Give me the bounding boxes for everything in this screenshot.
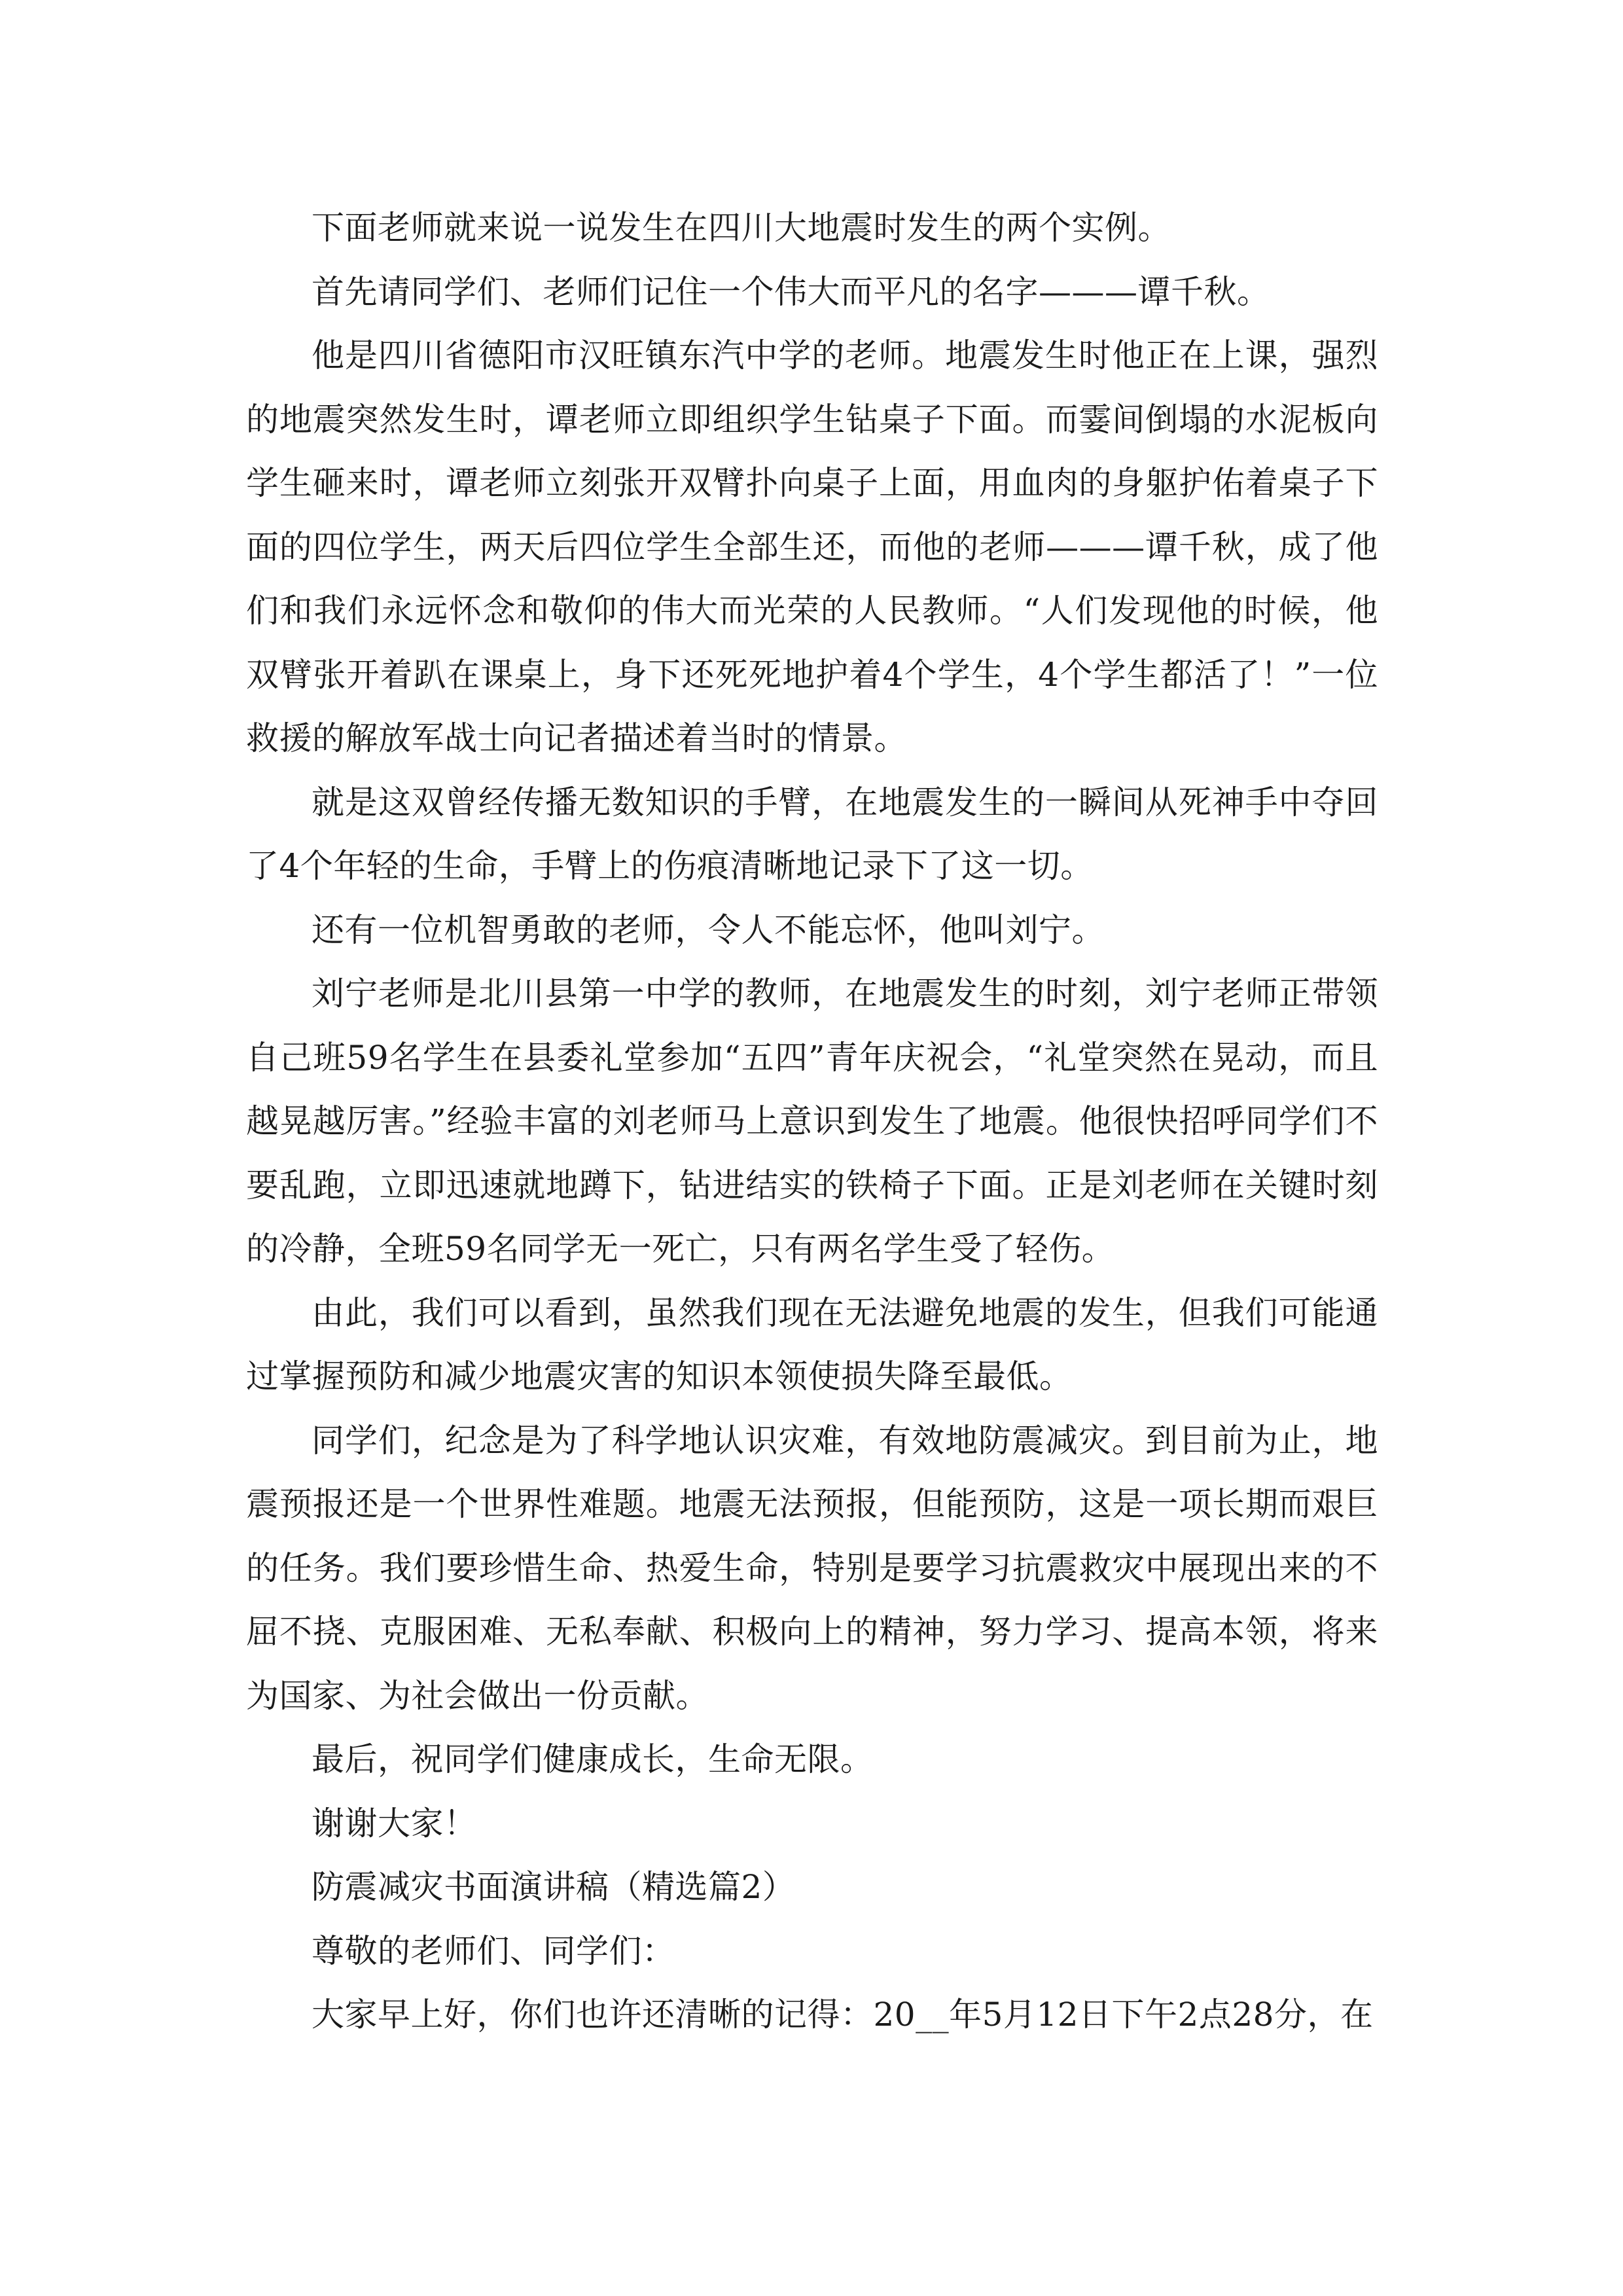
paragraph-intro-examples: 下面老师就来说一说发生在四川大地震时发生的两个实例。 — [312, 209, 1171, 247]
paragraph-call-to-action: 同学们，纪念是为了科学地认识灾难，有效地防震减灾。到目前为止，地震预报还是一个世界性难题。地震无法预报，但能预防，这是一项长期而艰巨的任务。我们要珍惜生命、热爱生命，特别是要学习抗震救灾中展现出来的不屈不挠、克服困难、无私奉献、积极向上的精神，努力学习、提高本领，将来为国家、为社会做出一份贡献。 — [246, 1421, 1378, 1715]
document-body — [246, 196, 1378, 2047]
paragraph-arms: 就是这双曾经传播无数知识的手臂，在地震发生的一瞬间从死神手中夺回了4个年轻的生命，手臂上的伤痕清晰地记录下了这一切。 — [246, 783, 1378, 885]
paragraph-wishes: 最后，祝同学们健康成长，生命无限。 — [312, 1740, 874, 1778]
paragraph-thanks: 谢谢大家！ — [312, 1804, 477, 1842]
paragraph-lesson: 由此，我们可以看到，虽然我们现在无法避免地震的发生，但我们可能通过掌握预防和减少地震灾害的知识本领使损失降至最低。 — [246, 1293, 1378, 1395]
section-heading: 防震减灾书面演讲稿（精选篇2） — [312, 1868, 796, 1906]
paragraph-liu-intro: 还有一位机智勇敢的老师，令人不能忘怀，他叫刘宁。 — [312, 910, 1105, 949]
paragraph-tan-story: 他是四川省德阳市汉旺镇东汽中学的老师。地震发生时他正在上课，强烈的地震突然发生时，谭老师立即组织学生钻桌子下面。而霎间倒塌的水泥板向学生砸来时，谭老师立刻张开双臂扑向桌子上面，用血肉的身躯护佑着桌子下面的四位学生，两天后四位学生全部生还，而他的老师———谭千秋，成了他们和我们永远怀念和敬仰的伟大而光荣的人民教师。“人们发现他的时候，他双臂张开着趴在课桌上，身下还死死地护着4个学生，4个学生都活了！”一位救援的解放军战士向记者描述着当时的情景。 — [246, 336, 1378, 757]
paragraph-liu-story: 刘宁老师是北川县第一中学的教师，在地震发生的时刻，刘宁老师正带领自己班59名学生在县委礼堂参加“五四”青年庆祝会，“礼堂突然在晃动，而且越晃越厉害。”经验丰富的刘老师马上意识到发生了地震。他很快招呼同学们不要乱跑，立即迅速就地蹲下，钻进结实的铁椅子下面。正是刘老师在关键时刻的冷静，全班59名同学无一死亡，只有两名学生受了轻伤。 — [246, 975, 1378, 1268]
salutation: 尊敬的老师们、同学们： — [312, 1931, 675, 1970]
paragraph-remember-tan: 首先请同学们、老师们记住一个伟大而平凡的名字———谭千秋。 — [312, 272, 1270, 311]
paragraph-opening: 大家早上好，你们也许还清晰的记得：20__年5月12日下午2点28分，在 — [312, 1996, 1374, 2034]
